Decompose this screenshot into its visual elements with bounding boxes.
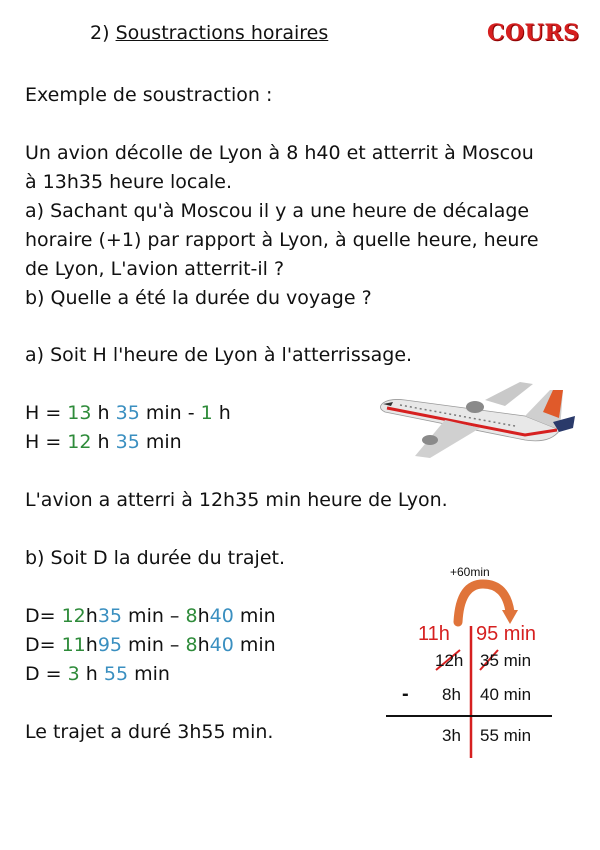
- borrowed-hours: 11h: [418, 623, 450, 645]
- question-b: b) Quelle a été la durée du voyage ?: [25, 287, 372, 309]
- part-a-equation-1: H = 13 h 35 min - 1 h: [25, 402, 231, 424]
- part-b-equation-1: D= 12h35 min – 8h40 min: [25, 605, 276, 627]
- top-minutes: 35 min: [480, 651, 532, 670]
- problem-line-1: Un avion décolle de Lyon à 8 h40 et atterrit à Moscou: [25, 142, 534, 164]
- result-minutes: 55 min: [480, 726, 532, 745]
- result-hours: 3h: [442, 726, 461, 745]
- part-b-intro: b) Soit D la durée du trajet.: [25, 547, 286, 569]
- airplane-illustration: [375, 378, 580, 463]
- question-a-line-3: de Lyon, L'avion atterrit-il ?: [25, 258, 285, 280]
- problem-line-2: à 13h35 heure locale.: [25, 171, 233, 193]
- part-a-equation-2: H = 12 h 35 min: [25, 431, 182, 453]
- section-title-text: Soustractions horaires: [115, 22, 329, 44]
- subtraction-diagram: [380, 560, 560, 760]
- part-a-conclusion: L'avion a atterri à 12h35 min heure de Lyon.: [25, 489, 448, 511]
- question-a-line-1: a) Sachant qu'à Moscou il y a une heure de décalage: [25, 200, 530, 222]
- subtract-hours: 8h: [442, 685, 461, 704]
- borrowed-minutes: 95 min: [476, 623, 537, 645]
- section-number: 2): [90, 22, 110, 44]
- intro-text: Exemple de soustraction :: [25, 84, 273, 106]
- part-b-equation-3: D = 3 h 55 min: [25, 663, 170, 685]
- carry-label: +60min: [450, 565, 490, 579]
- cours-badge: COURS: [487, 20, 580, 46]
- question-a-line-2: horaire (+1) par rapport à Lyon, à quelle heure, heure: [25, 229, 539, 251]
- subtraction-lines: [380, 560, 560, 760]
- part-b-conclusion: Le trajet a duré 3h55 min.: [25, 721, 274, 743]
- subtract-minutes: 40 min: [480, 685, 532, 704]
- section-title: [90, 22, 328, 44]
- part-b-equation-2: D= 11h95 min – 8h40 min: [25, 634, 276, 656]
- minus-sign: -: [402, 683, 409, 705]
- top-hours: 12h: [435, 651, 464, 670]
- part-a-intro: a) Soit H l'heure de Lyon à l'atterrissage.: [25, 344, 413, 366]
